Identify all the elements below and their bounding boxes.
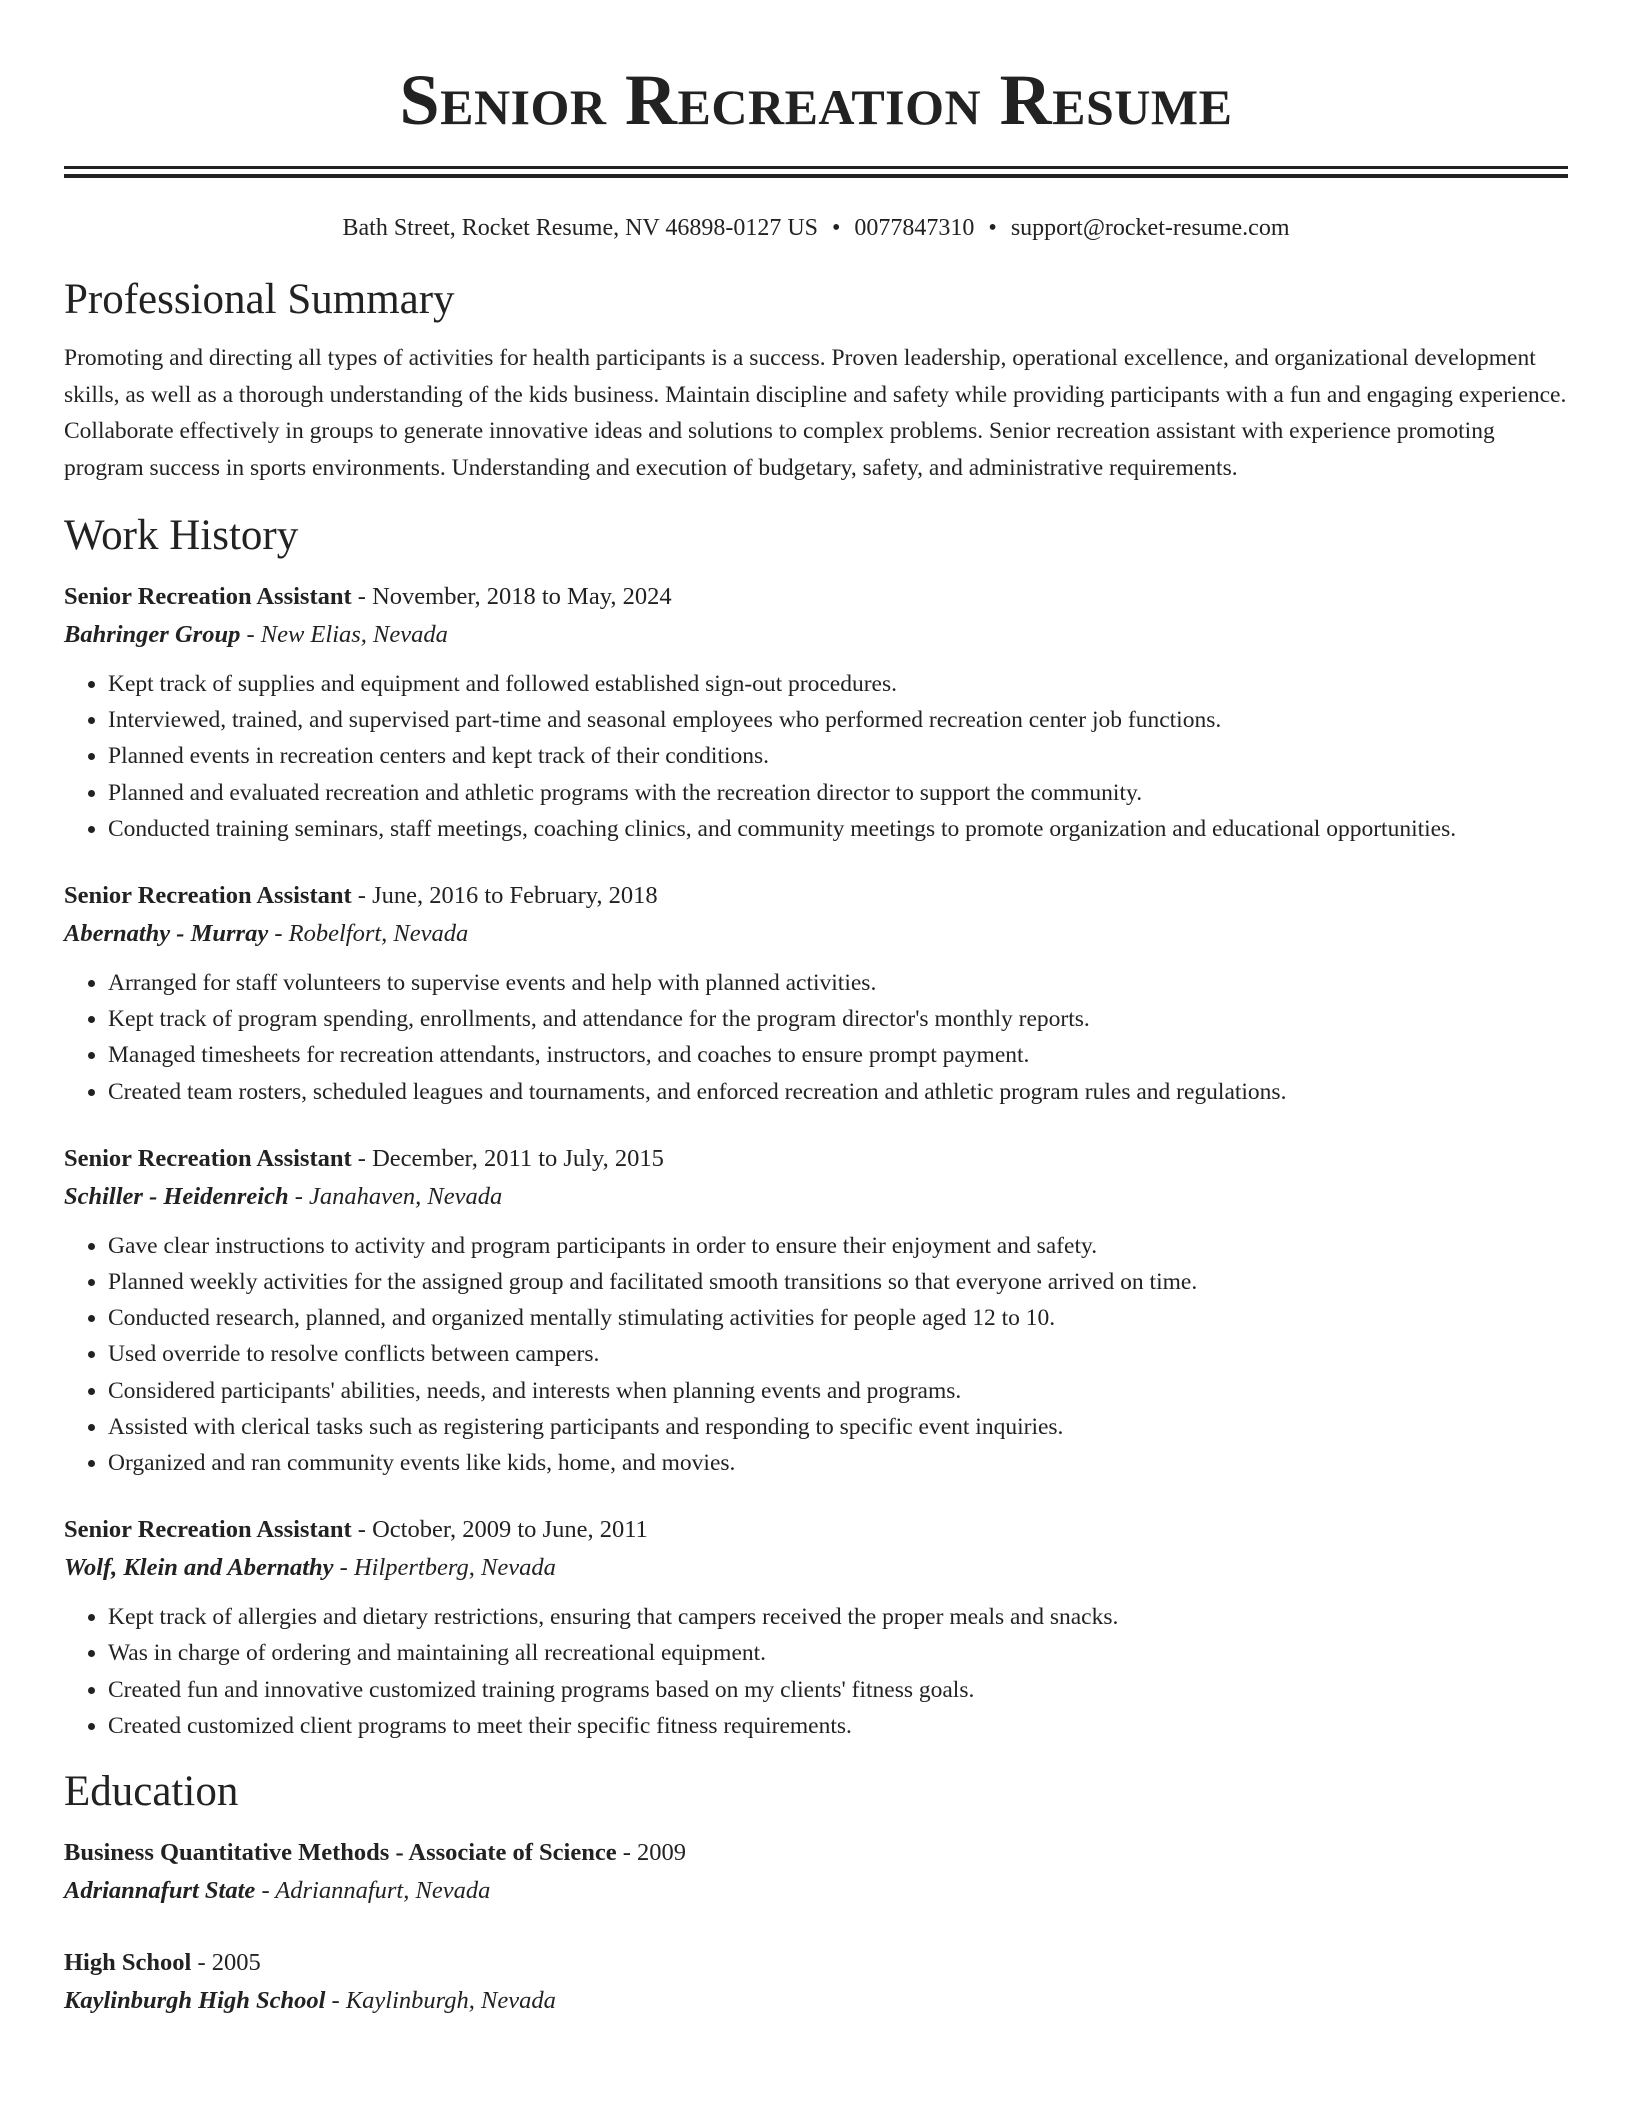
contact-line xyxy=(64,212,1568,244)
company-name: Abernathy - Murray xyxy=(64,920,269,948)
job-duty-item: • Kept track of allergies and dietary restrictions, ensuring that campers received the proper meals and snacks. xyxy=(108,1599,1568,1635)
job-entry xyxy=(64,1511,1568,1744)
job-org-line xyxy=(64,915,1568,953)
company-name: Schiller - Heidenreich xyxy=(64,1182,289,1210)
job-title-line xyxy=(64,1511,1568,1549)
job-location: - Janahaven, Nevada xyxy=(288,1182,503,1210)
job-duty-item: • Was in charge of ordering and maintaining all recreational equipment. xyxy=(108,1635,1568,1671)
job-org-line xyxy=(64,616,1568,654)
job-duties-list xyxy=(64,1228,1568,1481)
job-dates: - December, 2011 to July, 2015 xyxy=(351,1144,664,1172)
school-name: Kaylinburgh High School xyxy=(64,1987,326,2015)
summary-heading: Professional Summary xyxy=(64,276,455,323)
school-name: Adriannafurt State xyxy=(64,1877,256,1905)
work-history-list xyxy=(64,578,1568,1744)
job-duty-item: • Arranged for staff volunteers to supervise events and help with planned activities. xyxy=(108,965,1568,1001)
job-duty-item: • Kept track of program spending, enrollments, and attendance for the program director's monthly reports. xyxy=(108,1001,1568,1037)
company-name: Bahringer Group xyxy=(64,621,241,648)
job-title: Senior Recreation Assistant xyxy=(64,583,352,610)
contact-email: support@rocket-resume.com xyxy=(1010,215,1290,241)
job-duty-item: • Gave clear instructions to activity and program participants in order to ensure their enjoyment and safety. xyxy=(108,1228,1568,1264)
job-duties-list xyxy=(64,666,1568,847)
job-duty-item: • Planned events in recreation centers and kept track of their conditions. xyxy=(108,738,1568,774)
work-history-heading: Work History xyxy=(64,512,299,559)
job-duties-list xyxy=(64,965,1568,1110)
education-school-line xyxy=(64,1872,1568,1910)
job-title-line xyxy=(64,578,1568,616)
education-school-line xyxy=(64,1982,1568,2020)
job-location: - Hilpertberg, Nevada xyxy=(333,1554,556,1582)
job-duty-item: • Managed timesheets for recreation attendants, instructors, and coaches to ensure prompt payment. xyxy=(108,1037,1568,1073)
job-dates: - October, 2009 to June, 2011 xyxy=(351,1516,648,1544)
job-duties-list xyxy=(64,1599,1568,1744)
summary-text: Promoting and directing all types of activities for health participants is a success. Proven leadership, operational excellence, and organizational development skills, as well as a thorough understanding of the kids business. Maintain discipline and safety while providing participants with a fun and engaging experience. Collaborate effectively in groups to generate innovative ideas and solutions to complex problems. Senior recreation assistant with experience promoting program success in sports environments. Understanding and execution of budgetary, safety, and administrative requirements. xyxy=(64,345,1567,481)
job-org-line xyxy=(64,1549,1568,1587)
education-heading: Education xyxy=(64,1768,239,1816)
bullet-separator: • xyxy=(988,215,997,241)
job-duty-item: • Considered participants' abilities, needs, and interests when planning events and programs. xyxy=(108,1373,1568,1409)
education-list xyxy=(64,1834,1568,2020)
job-title: Senior Recreation Assistant xyxy=(64,882,352,910)
job-org-line xyxy=(64,1178,1568,1216)
job-title-line xyxy=(64,1140,1568,1178)
resume-title: Senior Recreation Resume xyxy=(399,60,1233,140)
job-duty-item: • Assisted with clerical tasks such as registering participants and responding to specific event inquiries. xyxy=(108,1409,1568,1445)
job-dates: - June, 2016 to February, 2018 xyxy=(351,882,658,910)
job-duty-item: • Interviewed, trained, and supervised part-time and seasonal employees who performed recreation center job functions. xyxy=(108,702,1568,738)
school-location: - Kaylinburgh, Nevada xyxy=(325,1987,556,2015)
job-duty-item: • Created customized client programs to meet their specific fitness requirements. xyxy=(108,1708,1568,1744)
job-entry xyxy=(64,1140,1568,1481)
job-title-line xyxy=(64,877,1568,915)
job-duty-item: • Created fun and innovative customized training programs based on my clients' fitness goals. xyxy=(108,1672,1568,1708)
education-entry xyxy=(64,1834,1568,1910)
job-duty-item: • Conducted research, planned, and organized mentally stimulating activities for people aged 12 to 10. xyxy=(108,1300,1568,1336)
job-dates: - November, 2018 to May, 2024 xyxy=(351,583,672,610)
education-title-line xyxy=(64,1834,1568,1872)
bullet-separator: • xyxy=(832,215,841,241)
title-divider xyxy=(64,166,1568,178)
job-duty-item: • Used override to resolve conflicts between campers. xyxy=(108,1336,1568,1372)
job-duty-item: • Kept track of supplies and equipment and followed established sign-out procedures. xyxy=(108,666,1568,702)
job-location: - New Elias, Nevada xyxy=(240,621,448,648)
job-location: - Robelfort, Nevada xyxy=(268,920,469,948)
job-duty-item: • Created team rosters, scheduled leagues and tournaments, and enforced recreation and athletic program rules and regulations. xyxy=(108,1074,1568,1110)
school-location: - Adriannafurt, Nevada xyxy=(255,1877,491,1905)
contact-phone: 0077847310 xyxy=(854,215,975,241)
graduation-year: - 2005 xyxy=(191,1949,261,1977)
job-entry xyxy=(64,877,1568,1110)
job-duty-item: • Organized and ran community events like kids, home, and movies. xyxy=(108,1445,1568,1481)
job-duty-item: • Conducted training seminars, staff meetings, coaching clinics, and community meetings to promote organization and educational opportunities. xyxy=(108,811,1568,847)
job-duty-item: • Planned weekly activities for the assigned group and facilitated smooth transitions so that everyone arrived on time. xyxy=(108,1264,1568,1300)
job-entry xyxy=(64,578,1568,847)
contact-address: Bath Street, Rocket Resume, NV 46898-0127 US xyxy=(342,215,818,241)
education-entry xyxy=(64,1944,1568,2020)
education-title-line xyxy=(64,1944,1568,1982)
job-title: Senior Recreation Assistant xyxy=(64,1516,352,1544)
degree-name: High School xyxy=(64,1949,192,1977)
job-duty-item: • Planned and evaluated recreation and athletic programs with the recreation director to support the community. xyxy=(108,775,1568,811)
graduation-year: - 2009 xyxy=(616,1839,687,1867)
job-title: Senior Recreation Assistant xyxy=(64,1144,352,1172)
degree-name: Business Quantitative Methods - Associate of Science xyxy=(64,1839,617,1867)
company-name: Wolf, Klein and Abernathy xyxy=(64,1554,334,1582)
